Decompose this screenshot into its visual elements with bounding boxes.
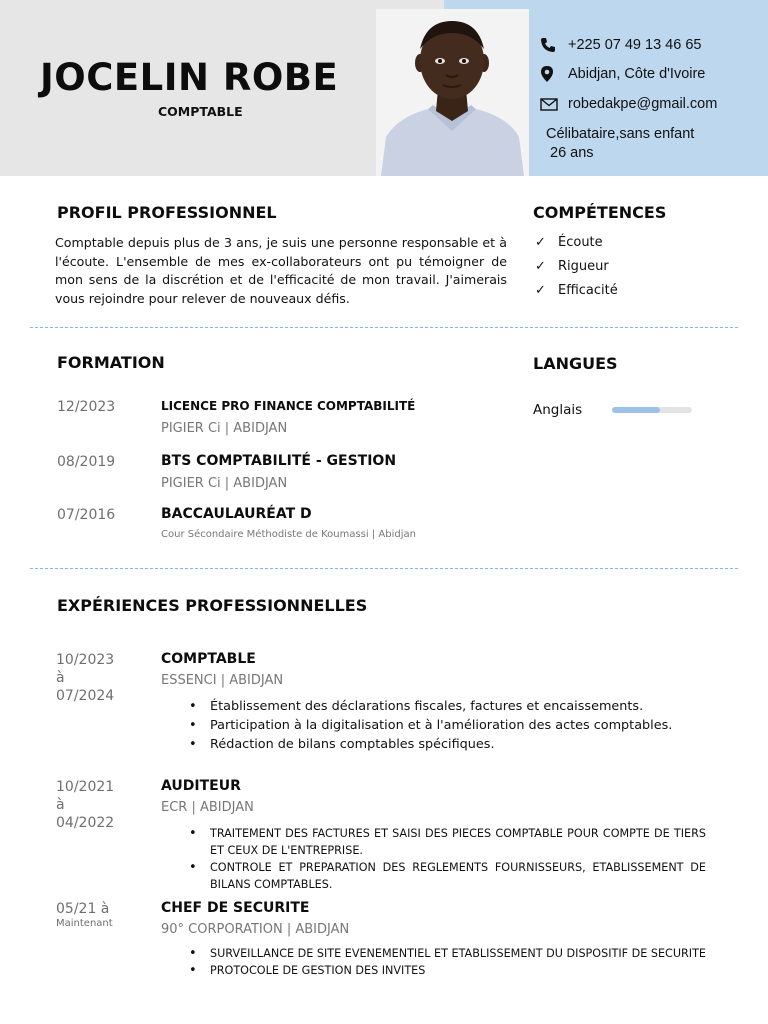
experience-role: AUDITEUR [161, 778, 241, 794]
portrait-image [376, 9, 529, 176]
age: 26 ans [550, 145, 594, 161]
date-to: 04/2022 [56, 815, 115, 831]
skill-item [535, 283, 618, 298]
contact-email [540, 96, 717, 112]
task-item: • PROTOCOLE DE GESTION DES INVITES [186, 962, 746, 979]
experience-tasks [186, 825, 706, 893]
date-from: 05/21 à [56, 901, 110, 917]
date-separator: à [56, 670, 65, 686]
skills-heading: COMPÉTENCES [533, 203, 667, 222]
education-date: 08/2019 [57, 454, 116, 470]
contact-location [540, 66, 705, 82]
check-icon: ✓ [535, 235, 546, 250]
date-separator: à [56, 797, 65, 813]
experience-dates [56, 651, 114, 705]
education-heading: FORMATION [57, 353, 165, 372]
task-item: • SURVEILLANCE DE SITE EVENEMENTIEL ET ETABLISSEMENT DU DISPOSITIF DE SECURITE [186, 945, 746, 962]
education-degree: BTS COMPTABILITÉ - GESTION [161, 453, 397, 469]
skill-label: Rigueur [558, 259, 609, 274]
date-to: 07/2024 [56, 688, 115, 704]
skill-label: Écoute [558, 235, 603, 250]
resume-header [0, 0, 768, 176]
task-item: • Établissement des déclarations fiscales, factures et encaissements. [186, 697, 686, 716]
education-school: PIGIER Ci | ABIDJAN [161, 476, 288, 491]
contact-phone [540, 37, 701, 53]
marital-status: Célibataire,sans enfant [546, 126, 695, 142]
job-title: COMPTABLE [158, 104, 243, 119]
skill-label: Efficacité [558, 283, 618, 298]
task-item: • Rédaction de bilans comptables spécifiques. [186, 735, 686, 754]
experience-company: 90° CORPORATION | ABIDJAN [161, 922, 350, 937]
experience-company: ECR | ABIDJAN [161, 800, 254, 815]
map-pin-icon [540, 66, 560, 82]
experience-tasks [186, 697, 686, 754]
education-degree: BACCAULAURÉAT D [161, 506, 312, 522]
section-divider [30, 568, 738, 569]
education-date: 12/2023 [57, 399, 116, 415]
education-school: PIGIER Ci | ABIDJAN [161, 421, 288, 436]
task-item: • CONTROLE ET PREPARATION DES REGLEMENTS FOURNISSEURS, ETABLISSEMENT DE BILANS COMPTABLES. [186, 859, 706, 893]
languages-heading: LANGUES [533, 354, 618, 373]
profile-photo [376, 9, 529, 176]
task-item: • Participation à la digitalisation et à l'amélioration des actes comptables. [186, 716, 686, 735]
check-icon: ✓ [535, 283, 546, 298]
language-name: Anglais [533, 402, 583, 418]
date-from: 10/2021 [56, 779, 115, 795]
profile-summary: Comptable depuis plus de 3 ans, je suis une personne responsable et à l'écoute. L'ensemble de mes ex-collaborateurs ont pu témoigner de mon sens de la discrétion et de l'efficacité de mon travail. J'aimerais vous rejoindre pour relever de nouveaux défis. [55, 235, 507, 306]
experience-company: ESSENCI | ABIDJAN [161, 673, 284, 688]
experience-dates [56, 900, 113, 930]
task-item: • TRAITEMENT DES FACTURES ET SAISI DES PIECES COMPTABLE POUR COMPTE DE TIERS ET CEUX DE L'ENTREPRISE. [186, 825, 706, 859]
candidate-name: JOCELIN ROBE [40, 56, 339, 99]
experience-heading: EXPÉRIENCES PROFESSIONNELLES [57, 596, 368, 615]
email-address[interactable]: robedakpe@gmail.com [568, 96, 718, 112]
experience-dates [56, 778, 114, 832]
location-text: Abidjan, Côte d'Ivoire [568, 66, 706, 82]
language-level-fill [612, 407, 660, 413]
phone-icon [540, 37, 560, 53]
experience-tasks [186, 945, 746, 979]
check-icon: ✓ [535, 259, 546, 274]
date-to: Maintenant [56, 918, 113, 929]
education-date: 07/2016 [57, 507, 116, 523]
experience-role: COMPTABLE [161, 651, 256, 667]
skill-item [535, 259, 609, 274]
date-from: 10/2023 [56, 652, 115, 668]
profile-heading: PROFIL PROFESSIONNEL [57, 203, 277, 222]
education-school: Cour Sécondaire Méthodiste de Koumassi | Abidjan [161, 529, 416, 540]
section-divider [30, 327, 738, 328]
envelope-icon [540, 96, 560, 112]
education-degree: LICENCE PRO FINANCE COMPTABILITÉ [161, 399, 416, 413]
language-level-bar [612, 407, 692, 413]
skill-item [535, 235, 603, 250]
experience-role: CHEF DE SECURITE [161, 900, 310, 916]
phone-number: +225 07 49 13 46 65 [568, 37, 702, 53]
